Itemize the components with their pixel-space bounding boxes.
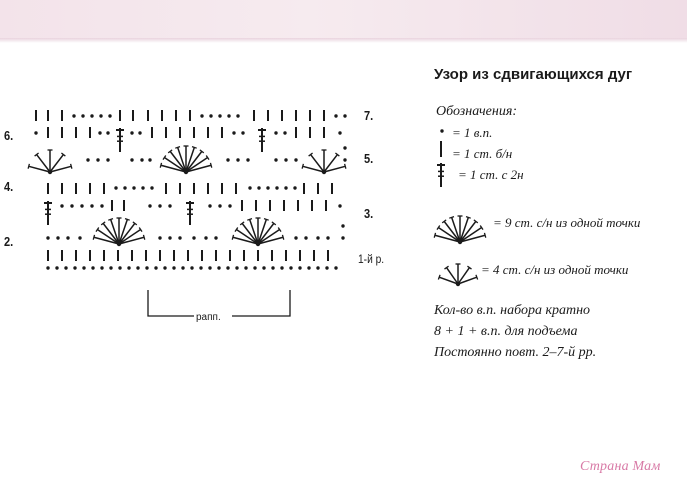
chain-dot bbox=[132, 186, 135, 189]
chain-dot bbox=[343, 114, 346, 117]
chain-dot bbox=[158, 236, 161, 239]
chain-dot bbox=[217, 266, 220, 269]
chain-dot bbox=[338, 204, 341, 207]
chain-dot bbox=[106, 131, 109, 134]
chain-dot bbox=[293, 186, 296, 189]
chain-dot bbox=[246, 158, 249, 161]
fan-stitch-cap bbox=[282, 235, 283, 240]
chain-dot bbox=[72, 114, 75, 117]
chain-dot bbox=[283, 131, 286, 134]
chain-dot bbox=[236, 158, 239, 161]
chain-dot bbox=[325, 266, 328, 269]
chain-dot bbox=[70, 204, 73, 207]
row-label-2: 2. bbox=[4, 234, 14, 249]
chain-dot bbox=[294, 236, 297, 239]
row-label-6: 6. bbox=[4, 128, 14, 143]
chain-dot bbox=[200, 114, 203, 117]
chain-dot bbox=[257, 186, 260, 189]
chain-dot bbox=[274, 131, 277, 134]
chain-dot bbox=[209, 114, 212, 117]
double-crochet-stitch bbox=[44, 201, 52, 225]
chain-dot bbox=[244, 266, 247, 269]
chain-dot bbox=[262, 266, 265, 269]
chain-dot bbox=[118, 266, 121, 269]
chain-dot bbox=[334, 114, 337, 117]
chain-dot bbox=[284, 186, 287, 189]
note-line-2: 8 + 1 + в.п. для подъема bbox=[434, 324, 578, 339]
chain-dot bbox=[91, 266, 94, 269]
chain-dot bbox=[55, 266, 58, 269]
fan-stitch-cap bbox=[484, 233, 485, 238]
chain-dot bbox=[266, 186, 269, 189]
chain-dot bbox=[334, 266, 337, 269]
fan-stitch-cap bbox=[160, 163, 161, 168]
chain-dot bbox=[130, 158, 133, 161]
chain-dot bbox=[289, 266, 292, 269]
chain-dot bbox=[73, 266, 76, 269]
chain-dot bbox=[100, 204, 103, 207]
chain-dot bbox=[226, 158, 229, 161]
row-label-1: 1-й р. bbox=[358, 252, 385, 266]
note-line-1: Кол-во в.п. набора кратно bbox=[434, 303, 591, 318]
row-label-5: 5. bbox=[364, 151, 374, 166]
chain-dot bbox=[338, 131, 341, 134]
legend-nine-stitch-fan bbox=[434, 216, 486, 244]
double-crochet-stitch bbox=[258, 128, 266, 152]
fan-stitch-cap bbox=[476, 275, 478, 280]
fan-stitch-cap bbox=[210, 163, 211, 168]
chain-dot bbox=[218, 114, 221, 117]
chain-dot bbox=[248, 186, 251, 189]
chain-dot bbox=[127, 266, 130, 269]
row-label-3: 3. bbox=[364, 206, 374, 221]
fan-stitch-cap bbox=[28, 164, 29, 169]
chain-dot bbox=[232, 131, 235, 134]
fan-base bbox=[117, 242, 121, 246]
chain-dot bbox=[341, 224, 344, 227]
fan-stitch-cap bbox=[449, 217, 454, 219]
row-label-4: 4. bbox=[4, 179, 14, 194]
fan-base bbox=[458, 240, 462, 244]
fan-stitch-cap bbox=[302, 164, 303, 169]
chain-dot bbox=[100, 266, 103, 269]
fan-stitch-cap bbox=[143, 235, 144, 240]
chain-dot bbox=[275, 186, 278, 189]
chain-dot bbox=[241, 131, 244, 134]
chain-dot bbox=[98, 131, 101, 134]
chain-dot bbox=[218, 204, 221, 207]
fan-stitch-cap bbox=[264, 219, 269, 221]
chain-dot bbox=[307, 266, 310, 269]
chain-dot bbox=[109, 266, 112, 269]
chain-dot bbox=[228, 204, 231, 207]
chain-dot bbox=[316, 236, 319, 239]
fan-base bbox=[256, 242, 260, 246]
chain-dot bbox=[145, 266, 148, 269]
chain-dot bbox=[80, 204, 83, 207]
chain-dot bbox=[274, 158, 277, 161]
fan-stitch-cap bbox=[434, 233, 435, 238]
chain-dot bbox=[150, 186, 153, 189]
fan-stitch-cap bbox=[108, 219, 113, 221]
repeat-label: рапп. bbox=[196, 312, 221, 323]
chain-dot bbox=[304, 236, 307, 239]
chain-dot bbox=[341, 236, 344, 239]
chain-dot bbox=[158, 204, 161, 207]
chain-dot bbox=[141, 186, 144, 189]
fan-stitch-cap bbox=[438, 275, 440, 280]
chain-dot bbox=[440, 129, 443, 132]
fan-base bbox=[48, 170, 52, 174]
watermark: Страна Мам bbox=[580, 459, 661, 474]
chain-dot bbox=[284, 158, 287, 161]
legend-nine-fan-text: = 9 ст. с/н из одной точки bbox=[493, 215, 641, 230]
legend-double-crochet-text: = 1 ст. с 2н bbox=[458, 167, 524, 182]
legend-single-crochet-text: = 1 ст. б/н bbox=[452, 146, 513, 161]
chain-dot bbox=[190, 266, 193, 269]
chart-marks bbox=[28, 110, 347, 270]
note-line-3: Постоянно повт. 2–7-й рр. bbox=[434, 345, 597, 360]
chain-dot bbox=[163, 266, 166, 269]
chain-dot bbox=[226, 266, 229, 269]
chain-dot bbox=[253, 266, 256, 269]
fan-stitch-cap bbox=[175, 147, 180, 149]
chain-dot bbox=[60, 204, 63, 207]
chain-dot bbox=[172, 266, 175, 269]
chain-dot bbox=[106, 158, 109, 161]
legend-four-stitch-fan bbox=[438, 264, 477, 286]
legend-four-fan-text: = 4 ст. с/н из одной точки bbox=[481, 262, 629, 277]
chain-dot bbox=[66, 236, 69, 239]
chain-dot bbox=[168, 236, 171, 239]
chain-dot bbox=[64, 266, 67, 269]
chain-dot bbox=[199, 266, 202, 269]
chain-dot bbox=[81, 114, 84, 117]
fan-base bbox=[456, 282, 460, 286]
double-crochet-stitch bbox=[437, 163, 445, 187]
legend-heading: Обозначения: bbox=[436, 104, 518, 119]
fan-stitch-cap bbox=[232, 235, 233, 240]
chain-dot bbox=[236, 114, 239, 117]
chain-dot bbox=[96, 158, 99, 161]
fan-stitch-cap bbox=[93, 235, 94, 240]
chain-dot bbox=[108, 114, 111, 117]
chain-dot bbox=[235, 266, 238, 269]
chain-dot bbox=[154, 266, 157, 269]
chain-dot bbox=[214, 236, 217, 239]
chain-dot bbox=[227, 114, 230, 117]
chain-dot bbox=[78, 236, 81, 239]
chain-dot bbox=[271, 266, 274, 269]
fan-base bbox=[184, 170, 188, 174]
chain-dot bbox=[343, 146, 346, 149]
chain-dot bbox=[46, 266, 49, 269]
chain-dot bbox=[208, 204, 211, 207]
legend-chain-text: = 1 в.п. bbox=[452, 125, 493, 140]
chain-dot bbox=[168, 204, 171, 207]
chain-dot bbox=[123, 186, 126, 189]
double-crochet-stitch bbox=[186, 201, 194, 225]
chain-dot bbox=[298, 266, 301, 269]
chain-dot bbox=[140, 158, 143, 161]
row-label-7: 7. bbox=[364, 108, 374, 123]
chain-dot bbox=[178, 236, 181, 239]
nine-stitch-fan bbox=[93, 218, 145, 246]
chain-dot bbox=[148, 204, 151, 207]
chain-dot bbox=[181, 266, 184, 269]
nine-stitch-fan bbox=[232, 218, 284, 246]
chain-dot bbox=[204, 236, 207, 239]
fan-stitch-cap bbox=[466, 217, 471, 219]
chain-dot bbox=[343, 158, 346, 161]
fan-stitch-cap bbox=[345, 164, 346, 169]
chain-dot bbox=[90, 114, 93, 117]
chain-dot bbox=[192, 236, 195, 239]
four-stitch-fan bbox=[302, 150, 346, 174]
chain-dot bbox=[99, 114, 102, 117]
chain-dot bbox=[34, 131, 37, 134]
chain-dot bbox=[316, 266, 319, 269]
chain-dot bbox=[136, 266, 139, 269]
chain-dot bbox=[280, 266, 283, 269]
chain-dot bbox=[114, 186, 117, 189]
double-crochet-stitch bbox=[116, 128, 124, 152]
four-stitch-fan bbox=[28, 150, 72, 174]
fan-base bbox=[322, 170, 326, 174]
chain-dot bbox=[82, 266, 85, 269]
chain-dot bbox=[56, 236, 59, 239]
fan-stitch-cap bbox=[125, 219, 130, 221]
chain-dot bbox=[46, 236, 49, 239]
fan-stitch-cap bbox=[247, 219, 252, 221]
chain-dot bbox=[294, 158, 297, 161]
fan-stitch-cap bbox=[71, 164, 72, 169]
fan-stitch-cap bbox=[192, 147, 197, 149]
nine-stitch-fan bbox=[160, 146, 212, 174]
chain-dot bbox=[90, 204, 93, 207]
chain-dot bbox=[148, 158, 151, 161]
chain-dot bbox=[130, 131, 133, 134]
chain-dot bbox=[208, 266, 211, 269]
chain-dot bbox=[138, 131, 141, 134]
chain-dot bbox=[326, 236, 329, 239]
chain-dot bbox=[86, 158, 89, 161]
page-title: Узор из сдвигающихся дуг bbox=[434, 66, 633, 83]
